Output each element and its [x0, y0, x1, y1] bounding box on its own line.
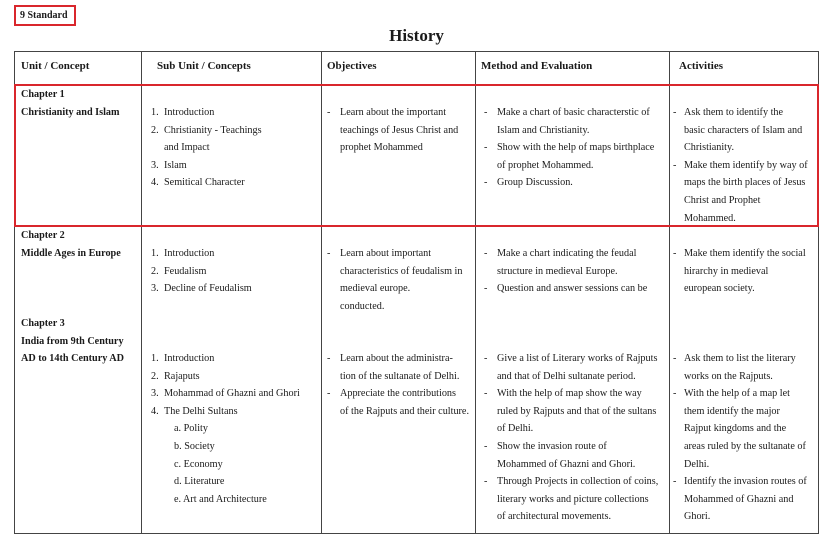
- list-item: 3. Islam: [151, 159, 187, 171]
- list-item: - Make them identify by way of: [673, 159, 808, 171]
- list-item: - Learn about the important: [327, 107, 447, 118]
- header-activities: Activities: [679, 60, 723, 72]
- page-title: History: [389, 26, 444, 45]
- list-item: basic characters of Islam and: [684, 124, 803, 136]
- list-item: - Through Projects in collection of coins,: [484, 476, 659, 488]
- list-item: of prophet Mohammed.: [497, 159, 594, 171]
- table-top-border: [14, 51, 819, 52]
- chapter2-title: Middle Ages in Europe: [21, 248, 121, 259]
- chapter3-subunits: [151, 350, 300, 508]
- list-item: and Impact: [164, 142, 210, 154]
- list-item: - Make them identify the social: [673, 248, 806, 259]
- list-item: 3. Mohammad of Ghazni and Ghori: [151, 388, 300, 400]
- list-item: of Delhi.: [497, 423, 534, 435]
- chapter1-title: Christianity and Islam: [21, 107, 120, 118]
- list-item: conducted.: [340, 300, 385, 312]
- list-item: - Ask them to list the literary: [673, 353, 796, 364]
- list-item: 4. Semitical Character: [151, 177, 245, 189]
- standard-badge: 9 Standard: [14, 5, 76, 26]
- list-item: 1. Introduction: [151, 107, 215, 118]
- list-item: - With the help of a map let: [673, 388, 790, 400]
- chapter1-label: Chapter 1: [21, 89, 65, 100]
- list-item: and that of Delhi sultanate period.: [497, 370, 636, 382]
- list-item: ruled by Rajputs and that of the sultans: [497, 405, 657, 417]
- list-item: 4. The Delhi Sultans: [151, 405, 238, 417]
- chapter2-activities: [673, 245, 806, 298]
- list-item: Mohammed of Ghazni and: [684, 493, 794, 505]
- list-item: of architectural movements.: [497, 511, 611, 523]
- chapter1-activities: [673, 104, 808, 227]
- list-item: european society.: [684, 283, 755, 295]
- list-item: tion of the sultanate of Delhi.: [340, 370, 460, 382]
- list-item: structure in medieval Europe.: [497, 265, 618, 277]
- list-item: - Make a chart of basic characterstic of: [484, 107, 650, 118]
- header-objectives: Objectives: [327, 60, 377, 72]
- list-item: 2. Rajaputs: [151, 370, 200, 382]
- list-item: - Appreciate the contributions: [327, 388, 456, 400]
- list-item: Islam and Christianity.: [497, 124, 590, 136]
- list-item: - Identify the invasion routes of: [673, 476, 807, 488]
- list-item: - With the help of map show the way: [484, 388, 642, 400]
- list-item: 2. Feudalism: [151, 265, 207, 277]
- list-item: teachings of Jesus Christ and: [340, 124, 459, 136]
- list-item: - Show with the help of maps birthplace: [484, 142, 655, 154]
- chapter3-title-line1: India from 9th Century: [21, 336, 124, 347]
- list-item: 2. Christianity - Teachings: [151, 124, 262, 136]
- chapter1-objectives: [327, 104, 458, 157]
- chapter3-objectives: [327, 350, 469, 420]
- list-item: - Give a list of Literary works of Rajputs: [484, 353, 658, 364]
- list-item: of the Rajputs and their culture.: [340, 405, 470, 417]
- list-item: areas ruled by the sultanate of: [684, 440, 806, 452]
- chapter3-activities: [673, 350, 807, 526]
- chapter3-method: [484, 350, 658, 526]
- chapter2-subunits: [151, 245, 252, 298]
- list-item: hirarchy in medieval: [684, 265, 769, 277]
- list-item: - Make a chart indicating the feudal: [484, 248, 637, 259]
- list-item: 3. Decline of Feudalism: [151, 283, 252, 295]
- list-item: Delhi.: [684, 458, 710, 470]
- list-item: 1. Introduction: [151, 353, 215, 364]
- list-item: Mohammed of Ghazni and Ghori.: [497, 458, 636, 470]
- chapter1-method: [484, 104, 654, 192]
- chapter1-subunits: [151, 104, 262, 192]
- list-item: literary works and picture collections: [497, 493, 649, 505]
- list-item: Ghori.: [684, 511, 711, 523]
- list-item: - Ask them to identify the: [673, 107, 784, 118]
- list-item: 1. Introduction: [151, 248, 215, 259]
- list-item: - Question and answer sessions can be: [484, 283, 648, 295]
- list-item: Rajput kingdoms and the: [684, 423, 787, 435]
- list-item: a. Polity: [174, 423, 208, 435]
- list-item: maps the birth places of Jesus: [684, 177, 806, 189]
- list-item: prophet Mohammed: [340, 142, 423, 154]
- list-item: them identify the major: [684, 405, 780, 417]
- list-item: medieval europe.: [340, 283, 411, 295]
- list-item: works on the Rajputs.: [684, 370, 773, 382]
- table-bottom-border: [14, 533, 819, 534]
- chapter3-title-line2: AD to 14th Century AD: [21, 353, 125, 364]
- list-item: - Learn about important: [327, 248, 432, 259]
- list-item: d. Literature: [174, 476, 225, 488]
- chapter3-label: Chapter 3: [21, 318, 65, 329]
- header-subunit: Sub Unit / Concepts: [157, 60, 251, 72]
- chapter2-method: [484, 245, 647, 298]
- list-item: - Show the invasion route of: [484, 440, 607, 452]
- list-item: Mohammed.: [684, 212, 736, 224]
- list-item: - Group Discussion.: [484, 177, 573, 189]
- list-item: b. Society: [174, 440, 215, 452]
- header-unit: Unit / Concept: [21, 60, 90, 72]
- list-item: c. Economy: [174, 458, 223, 470]
- list-item: characteristics of feudalism in: [340, 265, 463, 277]
- chapter2-objectives: [327, 245, 462, 315]
- list-item: - Learn about the administra-: [327, 353, 453, 364]
- list-item: e. Art and Architecture: [174, 493, 267, 505]
- list-item: Christianity.: [684, 142, 734, 154]
- header-method: Method and Evaluation: [481, 60, 593, 72]
- list-item: Christ and Prophet: [684, 194, 761, 206]
- chapter2-label: Chapter 2: [21, 230, 65, 241]
